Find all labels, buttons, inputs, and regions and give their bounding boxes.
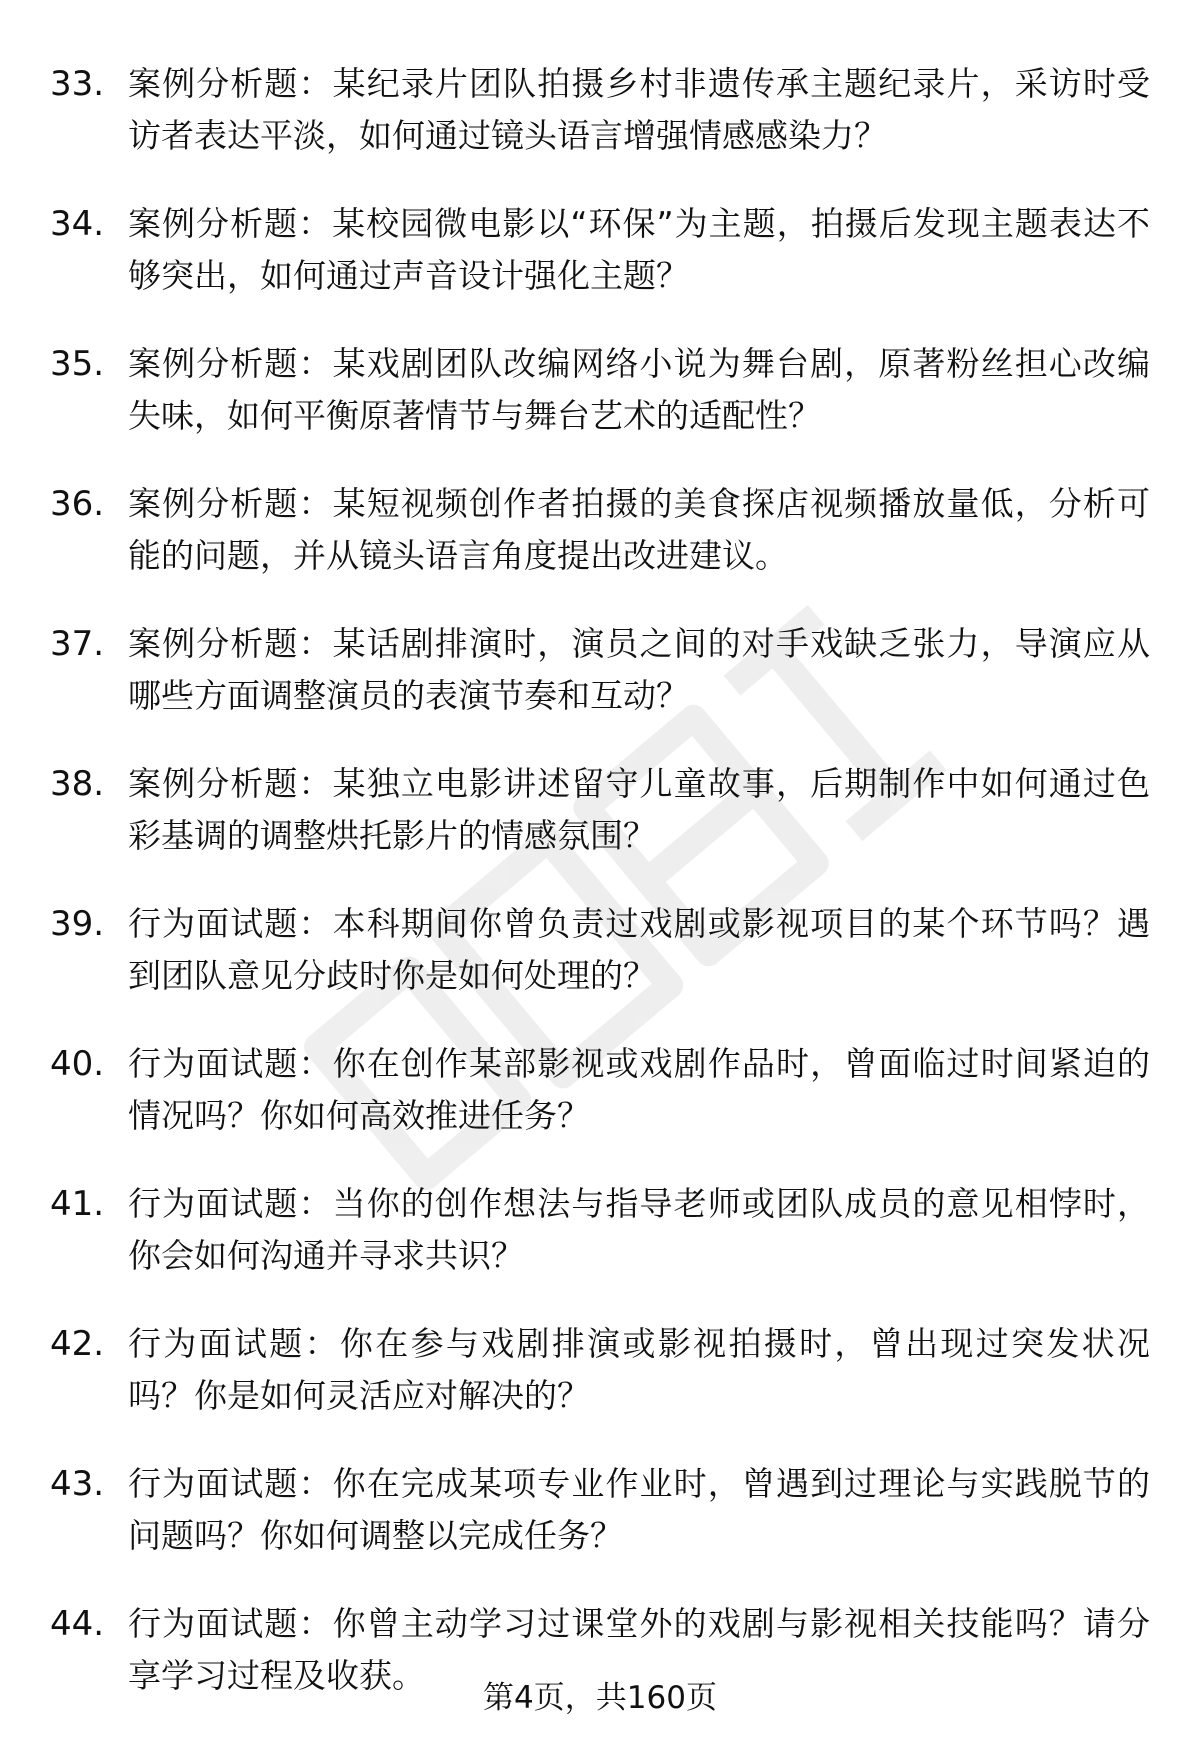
question-text: 案例分析题：某短视频创作者拍摄的美食探店视频播放量低，分析可能的问题，并从镜头语言角度提出改进建议。 (128, 484, 1150, 575)
question-text: 案例分析题：某纪录片团队拍摄乡村非遗传承主题纪录片，采访时受访者表达平淡，如何通过镜头语言增强情感感染力？ (128, 64, 1150, 155)
question-number: 42. (50, 1324, 105, 1364)
question-number: 36. (50, 484, 105, 524)
question-item (50, 1038, 1150, 1142)
question-item (50, 1178, 1150, 1282)
question-text: 案例分析题：某校园微电影以“环保”为主题，拍摄后发现主题表达不够突出，如何通过声音设计强化主题？ (128, 204, 1150, 295)
question-item (50, 1458, 1150, 1562)
question-number: 39. (50, 904, 105, 944)
question-text: 行为面试题：当你的创作想法与指导老师或团队成员的意见相悖时，你会如何沟通并寻求共识？ (128, 1184, 1150, 1275)
question-text: 行为面试题：本科期间你曾负责过戏剧或影视项目的某个环节吗？遇到团队意见分歧时你是如何处理的？ (128, 904, 1150, 995)
question-number: 33. (50, 64, 105, 104)
page-number: 第4页，共160页 (483, 1680, 717, 1716)
question-text: 行为面试题：你在参与戏剧排演或影视拍摄时，曾出现过突发状况吗？你是如何灵活应对解决的？ (128, 1324, 1150, 1415)
question-item (50, 58, 1150, 162)
question-number: 43. (50, 1464, 105, 1504)
question-item (50, 898, 1150, 1002)
question-text: 案例分析题：某戏剧团队改编网络小说为舞台剧，原著粉丝担心改编失味，如何平衡原著情节与舞台艺术的适配性？ (128, 344, 1150, 435)
question-item (50, 338, 1150, 442)
question-item (50, 478, 1150, 582)
question-number: 37. (50, 624, 105, 664)
question-number: 34. (50, 204, 105, 244)
question-text: 案例分析题：某话剧排演时，演员之间的对手戏缺乏张力，导演应从哪些方面调整演员的表演节奏和互动？ (128, 624, 1150, 715)
question-item (50, 618, 1150, 722)
question-text: 行为面试题：你曾主动学习过课堂外的戏剧与影视相关技能吗？请分享学习过程及收获。 (128, 1604, 1150, 1695)
question-number: 44. (50, 1604, 105, 1644)
question-number: 40. (50, 1044, 105, 1084)
question-number: 38. (50, 764, 105, 804)
question-item (50, 758, 1150, 862)
question-item (50, 198, 1150, 302)
question-list (50, 58, 1150, 1738)
question-text: 行为面试题：你在完成某项专业作业时，曾遇到过理论与实践脱节的问题吗？你如何调整以完成任务？ (128, 1464, 1150, 1555)
question-number: 35. (50, 344, 105, 384)
question-item (50, 1318, 1150, 1422)
question-text: 案例分析题：某独立电影讲述留守儿童故事，后期制作中如何通过色彩基调的调整烘托影片的情感氛围？ (128, 764, 1150, 855)
question-text: 行为面试题：你在创作某部影视或戏剧作品时，曾面临过时间紧迫的情况吗？你如何高效推进任务？ (128, 1044, 1150, 1135)
question-number: 41. (50, 1184, 105, 1224)
